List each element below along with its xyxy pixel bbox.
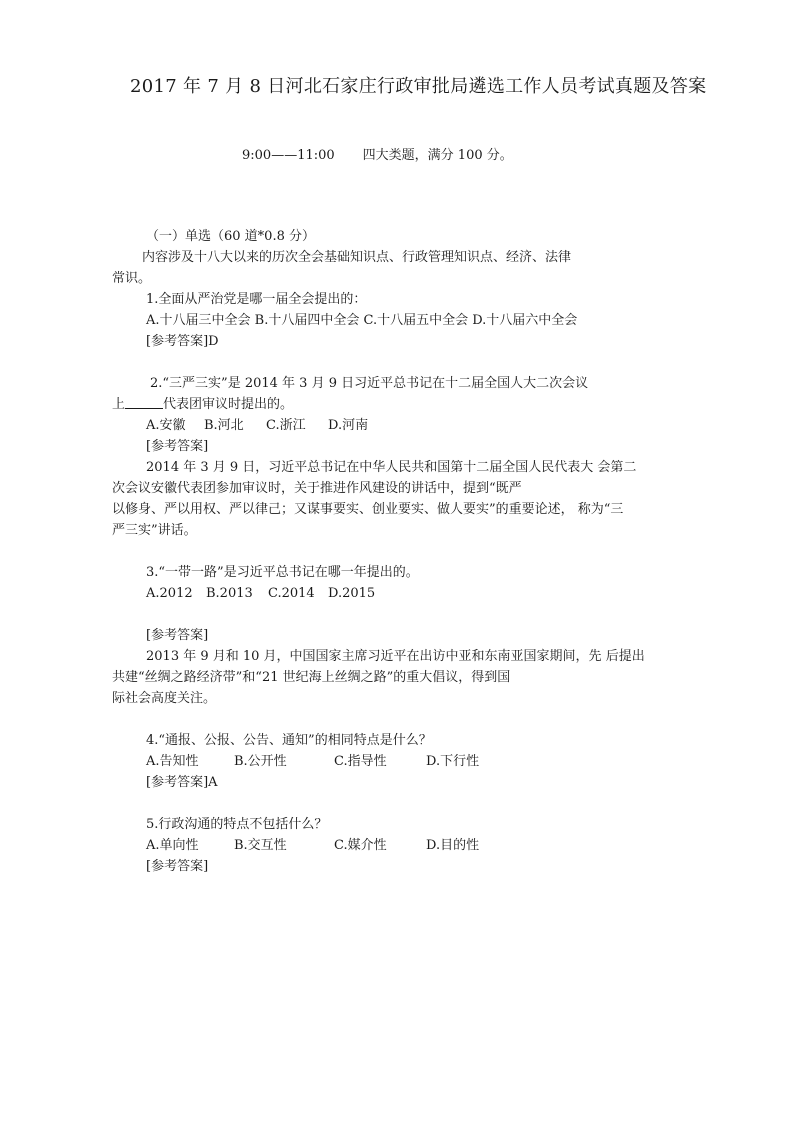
- question-3-explanation: 2013 年 9 月和 10 月，中国国家主席习近平在出访中亚和东南亚国家期间，先 后提出: [146, 649, 645, 664]
- question-2-explanation-cont: 严三实”讲话。: [112, 523, 197, 538]
- exam-time: 9:00——11:00: [242, 148, 335, 163]
- section-heading: （一）单选（60 道*0.8 分）: [146, 229, 315, 244]
- question-2-explanation: 2014 年 3 月 9 日，习近平总书记在中华人民共和国第十二届全国人民代表大 会第二: [146, 460, 637, 475]
- question-1-answer: [参考答案]D: [146, 334, 219, 349]
- option-b: B.交互性: [234, 838, 287, 853]
- exam-structure: 四大类题，满分 100 分。: [362, 148, 513, 163]
- question-2-stem-cont: [112, 394, 692, 415]
- option-a: A.告知性: [146, 754, 199, 769]
- question-5-answer: [参考答案]: [146, 859, 209, 874]
- option-c: C.指导性: [334, 754, 387, 769]
- question-2-options: [112, 415, 692, 436]
- question-4-stem: 4.“通报、公报、公告、通知”的相同特点是什么？: [146, 733, 432, 748]
- question-2-stem-suffix: 代表团审议时提出的。: [163, 397, 294, 412]
- question-2-answer: [参考答案]: [146, 439, 209, 454]
- option-d: D.河南: [328, 418, 369, 433]
- question-4-options: [112, 751, 692, 772]
- question-3-stem: 3.“一带一路”是习近平总书记在哪一年提出的。: [146, 565, 419, 580]
- question-1-options: A.十八届三中全会 B.十八届四中全会 C.十八届五中全会 D.十八届六中全会: [146, 313, 578, 328]
- document-body: [112, 226, 692, 877]
- option-a: A.单向性: [146, 838, 199, 853]
- question-2-explanation-cont: 次会议安徽代表团参加审议时，关于推进作风建设的讲话中，提到“既严: [112, 481, 522, 496]
- question-1-stem: 1.全面从严治党是哪一届全会提出的：: [146, 292, 367, 307]
- option-c: C.媒介性: [334, 838, 387, 853]
- option-d: D.2015: [328, 586, 376, 601]
- option-a: A.安徽: [146, 418, 186, 433]
- question-5-stem: 5.行政沟通的特点不包括什么？: [146, 817, 328, 832]
- fill-blank: [125, 394, 163, 409]
- question-2-stem-prefix: 上: [112, 397, 126, 412]
- document-title: 2017 年 7 月 8 日河北石家庄行政审批局遴选工作人员考试真题及答案: [130, 76, 707, 97]
- exam-info: [242, 144, 513, 163]
- option-c: C.浙江: [266, 418, 306, 433]
- option-b: B.公开性: [234, 754, 287, 769]
- question-2-explanation-cont: 以修身、严以用权、严以律己；又谋事要实、创业要实、做人要实”的重要论述， 称为“三: [112, 502, 624, 517]
- option-c: C.2014: [268, 586, 315, 601]
- option-a: A.2012: [146, 586, 193, 601]
- option-d: D.目的性: [426, 838, 480, 853]
- question-2-stem: 2.“三严三实”是 2014 年 3 月 9 日习近平总书记在十二届全国人大二次会议: [150, 376, 589, 391]
- option-d: D.下行性: [426, 754, 480, 769]
- question-3-options: [112, 583, 692, 604]
- section-description-cont: 常识。: [112, 271, 152, 286]
- option-b: B.2013: [206, 586, 253, 601]
- question-3-explanation-cont: 际社会高度关注。: [112, 691, 217, 706]
- section-description: 内容涉及十八大以来的历次全会基础知识点、行政管理知识点、经济、法律: [142, 250, 572, 265]
- question-4-answer: [参考答案]A: [146, 775, 218, 790]
- question-3-explanation-cont: 共建“丝绸之路经济带”和“21 世纪海上丝绸之路”的重大倡议，得到国: [112, 670, 511, 685]
- question-3-answer: [参考答案]: [146, 628, 209, 643]
- question-5-options: [112, 835, 692, 856]
- option-b: B.河北: [204, 418, 244, 433]
